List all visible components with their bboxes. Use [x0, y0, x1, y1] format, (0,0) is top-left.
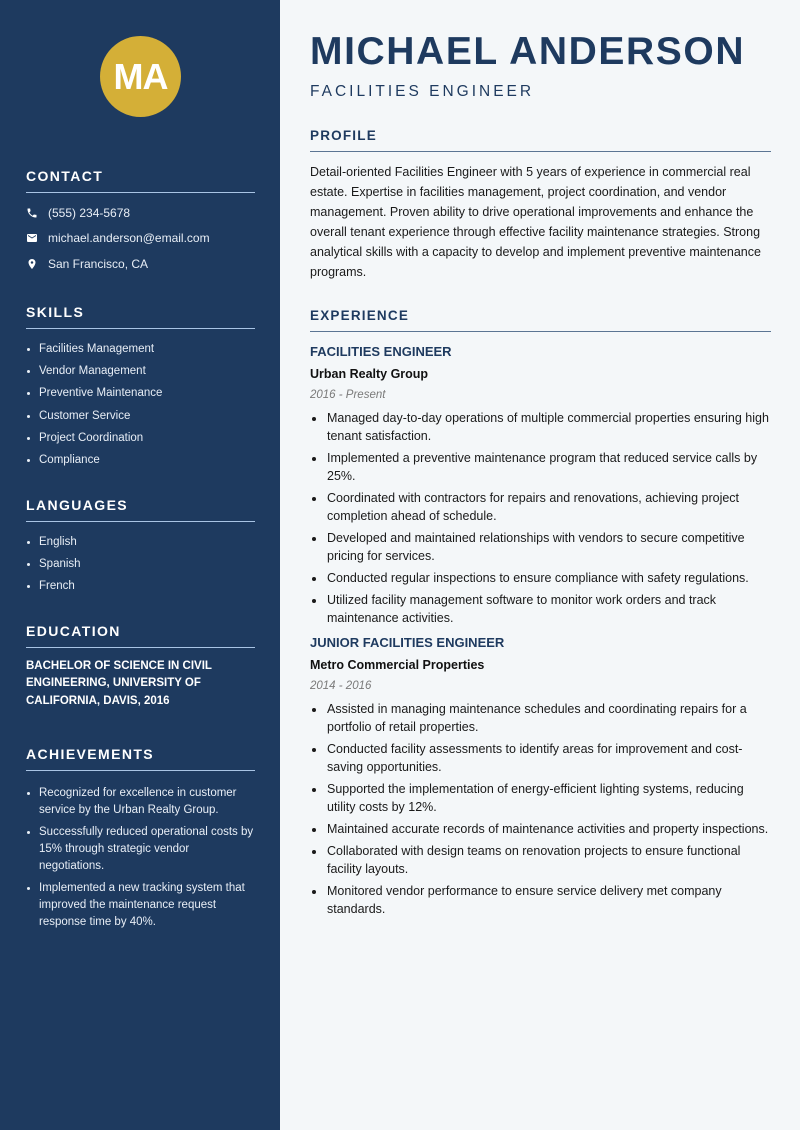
job-company: Urban Realty Group	[310, 367, 429, 381]
job-bullet: Implemented a preventive maintenance program that reduced service calls by 25%.	[310, 449, 771, 485]
contact-email	[26, 226, 255, 252]
job-bullet: Assisted in managing maintenance schedules and coordinating repairs for a portfolio of retail properties.	[310, 700, 771, 736]
job-bullet: Maintained accurate records of maintenance activities and property inspections.	[310, 820, 771, 838]
skill-item: Vendor Management	[26, 360, 255, 382]
achievements-heading: ACHIEVEMENTS	[26, 746, 255, 771]
skill-item: Compliance	[26, 449, 255, 471]
language-item: English	[26, 531, 255, 553]
job-bullet: Managed day-to-day operations of multiple commercial properties ensuring high tenant satisfaction.	[310, 409, 771, 445]
language-item: French	[26, 575, 255, 597]
achievement-item: Successfully reduced operational costs by 15% through strategic vendor negotiations.	[26, 824, 255, 875]
experience-section	[310, 308, 771, 922]
job-bullet: Conducted regular inspections to ensure compliance with safety regulations.	[310, 569, 771, 587]
contact-phone	[26, 200, 255, 226]
contact-section	[26, 168, 255, 277]
contact-location	[26, 251, 255, 277]
job-bullet: Coordinated with contractors for repairs and renovations, achieving project completion ahead of schedule.	[310, 489, 771, 525]
education-heading: EDUCATION	[26, 623, 255, 648]
achievement-item: Implemented a new tracking system that improved the maintenance request response time by 40%.	[26, 880, 255, 931]
job-title: FACILITIES ENGINEER	[310, 344, 452, 359]
education-entry: BACHELOR OF SCIENCE IN CIVIL ENGINEERING, UNIVERSITY OF CALIFORNIA, DAVIS, 2016	[26, 660, 212, 707]
profile-section	[310, 128, 771, 282]
job-bullet: Monitored vendor performance to ensure service delivery met company standards.	[310, 882, 771, 918]
skill-item: Project Coordination	[26, 427, 255, 449]
location-pin-icon	[26, 258, 38, 270]
email-text: michael.anderson@email.com	[48, 231, 210, 246]
avatar: MA	[100, 36, 181, 117]
profile-heading: PROFILE	[310, 128, 771, 152]
education-section	[26, 623, 255, 710]
skill-item: Preventive Maintenance	[26, 382, 255, 404]
skill-item: Customer Service	[26, 405, 255, 427]
profile-summary: Detail-oriented Facilities Engineer with 5 years of experience in commercial real estate. Expertise in facilities management, project coordination, and vendor management. Proven ability to drive operational improvements and enhance the overall tenant experience through effective facility maintenance strategies. Strong analytical skills with a capacity to develop and implement preventive maintenance programs.	[310, 165, 761, 279]
job-bullet: Conducted facility assessments to identify areas for improvement and cost-saving opportunities.	[310, 740, 771, 776]
phone-text: (555) 234-5678	[48, 205, 131, 220]
job-bullet: Utilized facility management software to monitor work orders and track maintenance activities.	[310, 591, 771, 627]
skill-item: Facilities Management	[26, 338, 255, 360]
phone-icon	[26, 207, 38, 219]
language-item: Spanish	[26, 553, 255, 575]
achievements-section	[26, 746, 255, 936]
achievement-item: Recognized for excellence in customer service by the Urban Realty Group.	[26, 785, 255, 819]
job-entry	[310, 344, 771, 627]
experience-heading: EXPERIENCE	[310, 308, 771, 332]
languages-section	[26, 497, 255, 598]
job-company: Metro Commercial Properties	[310, 658, 485, 672]
job-title-header: FACILITIES ENGINEER	[310, 83, 535, 100]
contact-heading: CONTACT	[26, 168, 255, 193]
skills-heading: SKILLS	[26, 304, 255, 329]
skills-section	[26, 304, 255, 471]
candidate-name: MICHAEL ANDERSON	[310, 30, 746, 73]
job-title: JUNIOR FACILITIES ENGINEER	[310, 635, 505, 650]
job-bullet: Supported the implementation of energy-efficient lighting systems, reducing utility costs by 12%.	[310, 780, 771, 816]
job-entry	[310, 635, 771, 918]
job-bullet: Collaborated with design teams on renovation projects to ensure functional facility layouts.	[310, 842, 771, 878]
job-dates: 2016 - Present	[310, 389, 386, 401]
sidebar	[0, 0, 280, 1130]
job-bullet: Developed and maintained relationships with vendors to secure competitive pricing for services.	[310, 529, 771, 565]
location-text: San Francisco, CA	[48, 256, 149, 271]
languages-heading: LANGUAGES	[26, 497, 255, 522]
job-dates: 2014 - 2016	[310, 680, 372, 692]
email-icon	[26, 232, 38, 244]
